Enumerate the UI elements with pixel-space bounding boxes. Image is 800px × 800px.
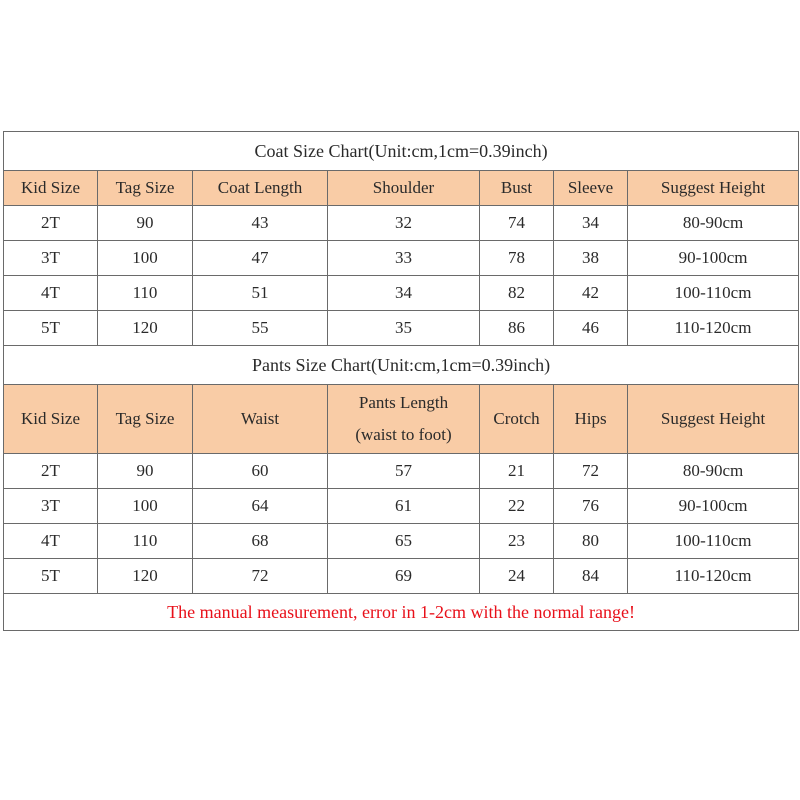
coat-header-row <box>4 171 799 206</box>
coat-table-row <box>4 311 799 346</box>
pants-cell: 72 <box>554 454 628 489</box>
coat-cell: 34 <box>554 206 628 241</box>
coat-header-tag-size: Tag Size <box>98 171 193 206</box>
coat-cell: 33 <box>328 241 480 276</box>
coat-cell: 32 <box>328 206 480 241</box>
pants-cell: 90-100cm <box>628 489 799 524</box>
coat-header-suggest-height: Suggest Height <box>628 171 799 206</box>
pants-cell: 68 <box>193 524 328 559</box>
coat-cell: 90-100cm <box>628 241 799 276</box>
coat-cell: 42 <box>554 276 628 311</box>
pants-cell: 57 <box>328 454 480 489</box>
pants-table-row <box>4 559 799 594</box>
coat-cell: 2T <box>4 206 98 241</box>
coat-cell: 47 <box>193 241 328 276</box>
pants-header-kid-size: Kid Size <box>4 385 98 454</box>
pants-header-tag-size: Tag Size <box>98 385 193 454</box>
pants-cell: 2T <box>4 454 98 489</box>
coat-cell: 43 <box>193 206 328 241</box>
pants-table-row <box>4 489 799 524</box>
pants-cell: 24 <box>480 559 554 594</box>
coat-cell: 110-120cm <box>628 311 799 346</box>
coat-header-sleeve: Sleeve <box>554 171 628 206</box>
pants-length-label: Pants Length <box>358 393 449 412</box>
coat-cell: 110 <box>98 276 193 311</box>
pants-length-sublabel: (waist to foot) <box>355 425 452 444</box>
coat-cell: 80-90cm <box>628 206 799 241</box>
coat-cell: 46 <box>554 311 628 346</box>
coat-cell: 35 <box>328 311 480 346</box>
pants-cell: 61 <box>328 489 480 524</box>
coat-chart-title: Coat Size Chart(Unit:cm,1cm=0.39inch) <box>4 132 799 171</box>
coat-cell: 51 <box>193 276 328 311</box>
pants-header-suggest-height: Suggest Height <box>628 385 799 454</box>
pants-cell: 69 <box>328 559 480 594</box>
coat-cell: 34 <box>328 276 480 311</box>
pants-cell: 84 <box>554 559 628 594</box>
coat-header-kid-size: Kid Size <box>4 171 98 206</box>
coat-title-row <box>4 132 799 171</box>
coat-cell: 4T <box>4 276 98 311</box>
coat-cell: 82 <box>480 276 554 311</box>
coat-header-shoulder: Shoulder <box>328 171 480 206</box>
coat-cell: 38 <box>554 241 628 276</box>
pants-header-crotch: Crotch <box>480 385 554 454</box>
pants-title-row <box>4 346 799 385</box>
coat-table-row <box>4 241 799 276</box>
pants-cell: 21 <box>480 454 554 489</box>
size-chart-body <box>4 132 799 631</box>
pants-cell: 100 <box>98 489 193 524</box>
pants-header-pants-length <box>328 385 480 454</box>
pants-cell: 4T <box>4 524 98 559</box>
pants-cell: 120 <box>98 559 193 594</box>
pants-cell: 65 <box>328 524 480 559</box>
pants-cell: 90 <box>98 454 193 489</box>
coat-header-coat-length: Coat Length <box>193 171 328 206</box>
pants-header-waist: Waist <box>193 385 328 454</box>
coat-cell: 90 <box>98 206 193 241</box>
coat-cell: 86 <box>480 311 554 346</box>
pants-cell: 60 <box>193 454 328 489</box>
pants-cell: 22 <box>480 489 554 524</box>
pants-cell: 110 <box>98 524 193 559</box>
coat-cell: 5T <box>4 311 98 346</box>
pants-cell: 80-90cm <box>628 454 799 489</box>
pants-cell: 3T <box>4 489 98 524</box>
pants-cell: 64 <box>193 489 328 524</box>
coat-table-row <box>4 206 799 241</box>
pants-cell: 5T <box>4 559 98 594</box>
coat-header-bust: Bust <box>480 171 554 206</box>
coat-cell: 78 <box>480 241 554 276</box>
measurement-note-row <box>4 594 799 631</box>
pants-cell: 23 <box>480 524 554 559</box>
coat-cell: 55 <box>193 311 328 346</box>
pants-chart-title: Pants Size Chart(Unit:cm,1cm=0.39inch) <box>4 346 799 385</box>
pants-header-row <box>4 385 799 454</box>
coat-cell: 100 <box>98 241 193 276</box>
pants-cell: 76 <box>554 489 628 524</box>
pants-header-hips: Hips <box>554 385 628 454</box>
pants-cell: 110-120cm <box>628 559 799 594</box>
pants-table-row <box>4 454 799 489</box>
coat-table-row <box>4 276 799 311</box>
coat-cell: 74 <box>480 206 554 241</box>
coat-cell: 120 <box>98 311 193 346</box>
measurement-note: The manual measurement, error in 1-2cm with the normal range! <box>4 594 799 631</box>
pants-cell: 80 <box>554 524 628 559</box>
pants-cell: 72 <box>193 559 328 594</box>
size-chart-table <box>3 131 799 631</box>
pants-table-row <box>4 524 799 559</box>
coat-cell: 3T <box>4 241 98 276</box>
pants-cell: 100-110cm <box>628 524 799 559</box>
coat-cell: 100-110cm <box>628 276 799 311</box>
